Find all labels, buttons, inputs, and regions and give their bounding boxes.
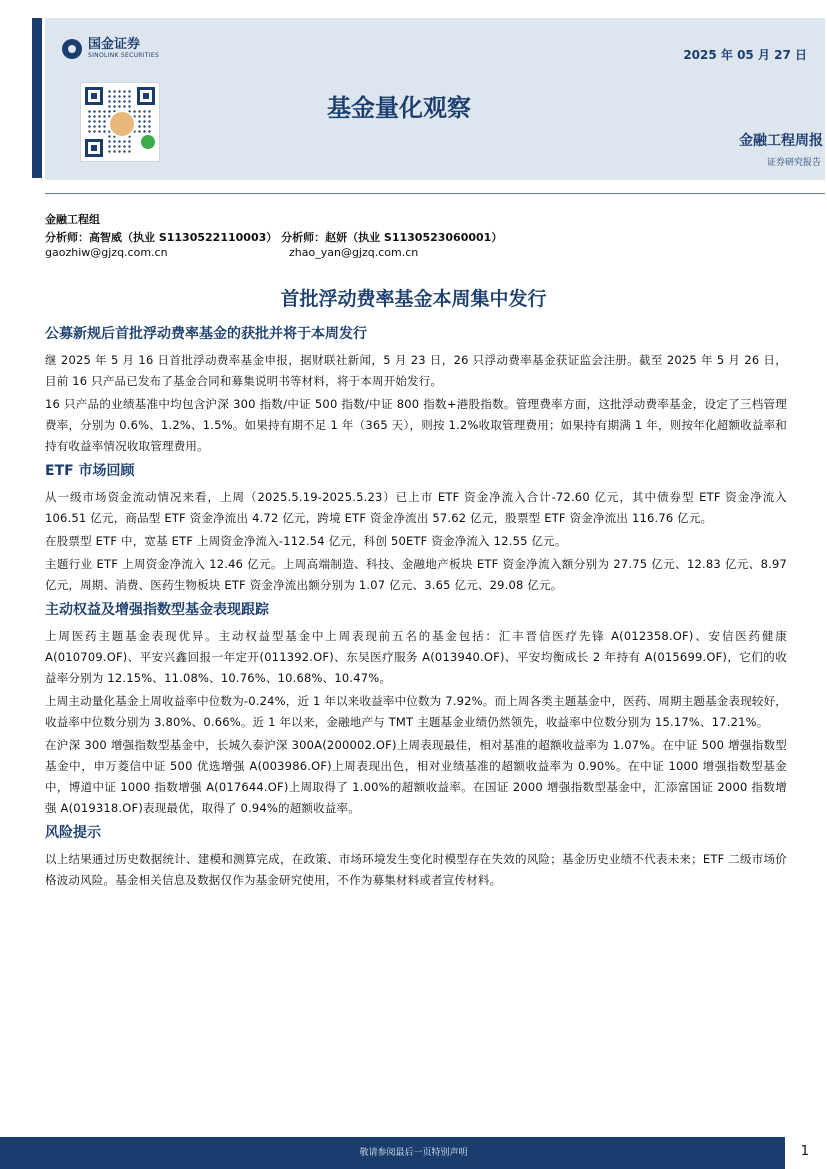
company-logo	[62, 38, 159, 59]
header-accent-bar	[32, 18, 42, 178]
logo-name: 国金证券	[88, 37, 141, 52]
analyst-email-2[interactable]: zhao_yan@gjzq.com.cn	[289, 246, 419, 259]
report-subtype: 证券研究报告	[766, 158, 821, 168]
paragraph: 继 2025 年 5 月 16 日首批浮动费率基金申报，据财联社新闻，5 月 23 日，26 只浮动费率基金获证监会注册。截至 2025 年 5 月 26 日，目前 16 只产品已发布了基金合同和募集说明书等材料，将于本周开始发行。	[45, 353, 787, 388]
paragraph: 16 只产品的业绩基准中均包含沪深 300 指数/中证 500 指数/中证 800 指数+港股指数。管理费率方面，这批浮动费率基金，设定了三档管理费率，分别为 0.6%、1.2%、1.5%。如果持有期不足 1 年（365 天），则按 1.2%收取管理费用；如果持有期满 1 年，则按年化超额收益率和持有收益率情况收取管理费用。	[45, 397, 787, 453]
paragraph: 从一级市场资金流动情况来看，上周（2025.5.19-2025.5.23）已上市 ETF 资金净流入合计-72.60 亿元，其中债券型 ETF 资金净流入 106.51 亿元，商品型 ETF 资金净流出 4.72 亿元，跨境 ETF 资金净流出 57.62 亿元，股票型 ETF 资金净流出 116.76 亿元。	[45, 490, 787, 525]
paragraph: 以上结果通过历史数据统计、建模和测算完成，在政策、市场环境发生变化时模型存在失效的风险；基金历史业绩不代表未来；ETF 二级市场价格波动风险。基金相关信息及数据仅作为基金研究使用，不作为募集材料或者宣传材料。	[45, 852, 787, 887]
report-date: 2025 年 05 月 27 日	[683, 48, 807, 62]
logo-name-en: SINOLINK SECURITIES	[88, 52, 160, 59]
logo-icon	[62, 39, 82, 59]
paragraph: 主题行业 ETF 上周资金净流入 12.46 亿元。上周高端制造、科技、金融地产板块 ETF 资金净流入额分别为 27.75 亿元、12.83 亿元、8.97 亿元，周期、消费、医药生物板块 ETF 资金净流出额分别为 1.07 亿元、3.65 亿元、29.08 亿元。	[45, 557, 787, 592]
analysts-line: 分析师：高智威（执业 S1130522110003） 分析师：赵妍（执业 S1130523060001）	[45, 231, 503, 244]
page-number: 1	[800, 1144, 809, 1159]
section-heading: ETF 市场回顾	[45, 463, 135, 479]
report-title: 基金量化观察	[327, 94, 471, 122]
paragraph: 上周主动量化基金上周收益率中位数为-0.24%，近 1 年以来收益率中位数为 7.92%。而上周各类主题基金中，医药、周期主题基金表现较好，收益率中位数分别为 3.80%、0.66%。近 1 年以来，金融地产与 TMT 主题基金业绩仍然领先，收益率中位数分别为 15.17%、17.21%。	[45, 694, 787, 729]
section-heading: 主动权益及增强指数型基金表现跟踪	[45, 602, 269, 618]
header-divider	[45, 193, 825, 194]
report-type: 金融工程周报	[739, 133, 823, 149]
footer-disclaimer: 敬请参阅最后一页特别声明	[359, 1148, 468, 1158]
section-heading: 公募新规后首批浮动费率基金的获批并将于本周发行	[45, 326, 367, 342]
paragraph: 在股票型 ETF 中，宽基 ETF 上周资金净流入-112.54 亿元，科创 50ETF 资金净流入 12.55 亿元。	[45, 534, 567, 548]
main-title: 首批浮动费率基金本周集中发行	[280, 288, 547, 310]
report-body	[45, 324, 787, 893]
paragraph: 上周医药主题基金表现优异。主动权益型基金中上周表现前五名的基金包括：汇丰晋信医疗先锋 A(012358.OF)、安信医药健康 A(010709.OF)、平安兴鑫回报一年定开(011392.OF)、东吴医疗服务 A(013940.OF)、平安均衡成长 2 年持有 A(015699.OF)，它们的收益率分别为 12.15%、11.08%、10.76%、10.68%、10.47%。	[45, 629, 787, 685]
qr-code-icon	[80, 82, 160, 162]
section-heading: 风险提示	[45, 825, 101, 841]
paragraph: 在沪深 300 增强指数型基金中，长城久泰沪深 300A(200002.OF)上周表现最佳，相对基准的超额收益率为 1.07%。在中证 500 增强指数型基金中，申万菱信中证 500 优选增强 A(003986.OF)上周表现出色，相对业绩基准的超额收益率为 0.90%。在中证 1000 增强指数型基金中，博道中证 1000 指数增强 A(017644.OF)上周取得了 1.00%的超额收益率。在国证 2000 增强指数型基金中，汇添富国证 2000 指数增强 A(019318.OF)表现最优，取得了 0.94%的超额收益率。	[45, 738, 787, 815]
team-name: 金融工程组	[45, 213, 100, 226]
analyst-email-1[interactable]: gaozhiw@gjzq.com.cn	[45, 246, 168, 259]
